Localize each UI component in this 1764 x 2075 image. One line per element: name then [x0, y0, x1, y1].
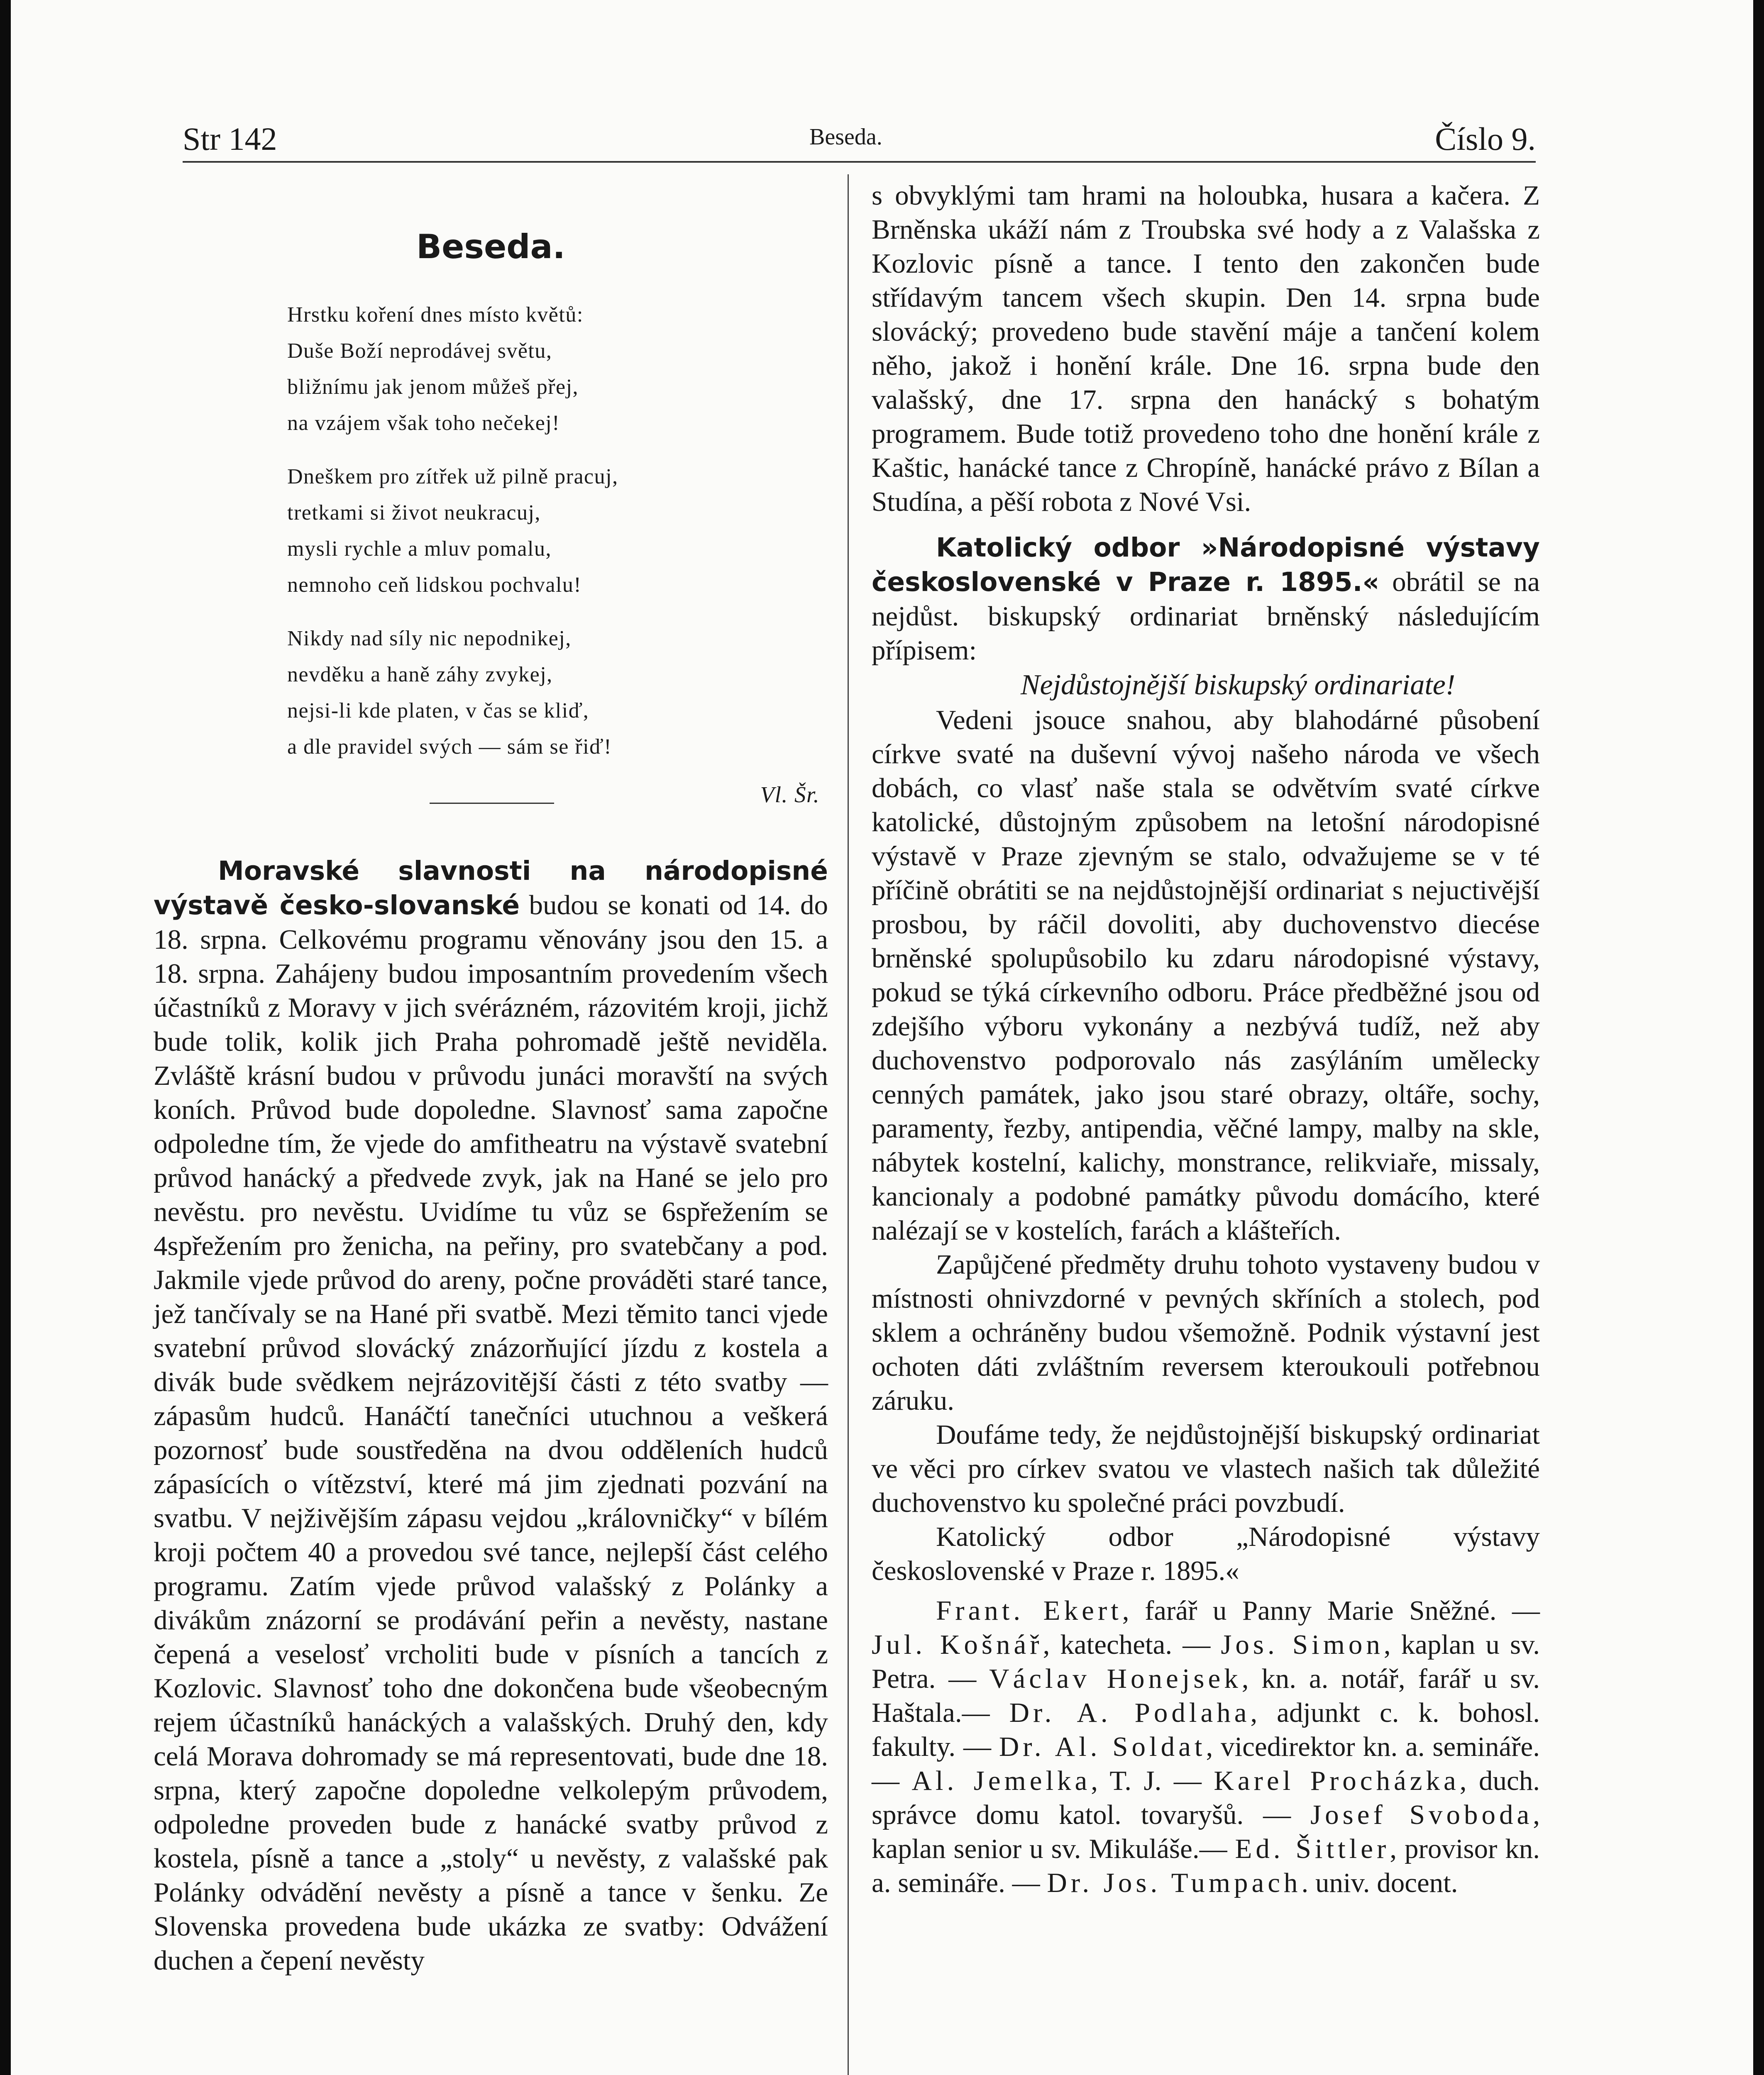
article-body: budou se konati od 14. do 18. srpna. Celkovému programu věnovány jsou den 15. a 18. srpna. Zahájeny budou imposantním provedením všech účastníků z Moravy v jich svérázném, rázovitém kroji, jichž bude tolik, kolik jich Praha pohromadě ještě neviděla. Zvláště krásní budou v průvodu junáci moravští na svých koních. Průvod bude dopoledne. Slavnosť sama započne odpoledne tím, že vjede do amfitheatru na výstavě svatební průvod hanácký a předvede zvyk, jak na Hané se jelo pro nevěstu. pro nevěstu. Uvidíme tu vůz se 6spřežením se 4spřežením pro ženicha, na peřiny, pro svatebčany a pod. Jakmile vjede průvod do areny, počne prováděti staré tance, jež tančívaly se na Hané při svatbě. Mezi těmito tanci vjede svatební průvod slovácký znázorňující jízdu z kostela a divák bude svědkem nejrázovitější části z této svatby — zápasům hudců. Hanáčtí tanečníci utuchnou a veškerá pozornosť bude soustředěna na dvou odděleních hudců zápasících o vítězství, které má jim zjednati pozvání na svatbu. V nejživějším zápasu vejdou „královničky“ v bílém kroji počtem 40 a provedou své tance, nejlepší část celého programu. Zatím vjede průvod valašský z Polánky a divákům znázorní se prodávání peřin a nevěsty, nastane čepená a veselosť vrcholiti bude v písních a tancích z Kozlovic. Slavnosť toho dne dokončena bude všeobecným rejem účastníků hanáckých a valašských. Druhý den, kdy celá Morava dohromady se má representovati, bude dne 18. srpna, který započne dopoledne velkolepým průvodem, odpoledne proveden bude z hanácké svatby průvod z kostela, písně a tance a „stoly“ u nevěsty, z valašské pak Polánky odvádění nevěsty a písně a tance v šenku. Ze Slovenska provedena bude ukázka ze svatby: Odvážení duchen a čepení nevěsty: [154, 890, 828, 1976]
issue-number: Číslo 9.: [1435, 121, 1536, 157]
signatory-role: , kaplan senior u sv. Mikuláše.—: [872, 1799, 1540, 1864]
signatory-role: , duch. správce domu katol. tovaryšů. —: [872, 1765, 1540, 1830]
poem-line: bližnímu jak jenom můžeš přej,: [287, 375, 579, 399]
letter-closing: Katolický odbor „Národopisné výstavy československé v Praze r. 1895.«: [872, 1521, 1540, 1586]
poem-line: mysli rychle a mluv pomalu,: [287, 537, 552, 561]
signatory-name: Jul. Košnář: [872, 1629, 1043, 1660]
signatory-name: Al. Jemelka: [911, 1765, 1091, 1796]
poem-line: tretkami si život neukracuj,: [287, 501, 541, 525]
letter-paragraph: Doufáme tedy, že nejdůstojnější biskupský ordinariat ve věci pro církev svatou ve vlastech našich tak důležité duchovenstvo ku společné práci povzbudí.: [872, 1419, 1540, 1518]
header-rule: [183, 161, 1536, 163]
article-lead-rest: obrátil se na nejdůst. biskupský ordinariat brněnský následujícím přípisem:: [872, 566, 1540, 666]
signatory-role: , katecheta. —: [1043, 1629, 1221, 1660]
poem-line: na vzájem však toho nečekej!: [287, 411, 560, 435]
signatory-name: Jos. Simon: [1221, 1629, 1384, 1660]
signatory-name: Frant. Ekert: [936, 1595, 1122, 1626]
poem-stanza: [287, 620, 828, 765]
signatory-role: , kaplan u sv. Petra. —: [872, 1629, 1540, 1694]
signatory-role: , T. J. —: [1091, 1765, 1214, 1796]
letter-paragraph: Vedeni jsouce snahou, aby blahodárné působení církve svaté na duševní vývoj našeho národa ve všech dobách, co vlasť naše stala se odvětvím svaté církve katolické, důstojným způsobem na letošní národopisné výstavě v Praze zjevným se stalo, odvažujeme se v té příčině obrátiti se na nejdůstojnější ordinariat s nejuctivější prosbou, by ráčil dovoliti, aby duchovenstvo diecése brněnské spolupůsobilo ku zdaru národopisné výstavy, pokud se týká církevního odboru. Práce předběžné jsou od zdejšího výboru vykonány a nezbývá tudíž, než aby duchovenstvo podporovalo nás zasýláním umělecky cenných památek, jako jsou staré obrazy, oltáře, sochy, paramenty, řezby, antipendia, věčné lampy, malby na skle, nábytek kostelní, kalichy, monstrance, relikviaře, missaly, kancionaly a podobné památky původu domácího, které nalézají se v kostelích, farách a klášteřích.: [872, 705, 1540, 1246]
poem-line: nejsi-li kde platen, v čas se kliď,: [287, 699, 589, 723]
signatory-name: Josef Svoboda: [1310, 1799, 1533, 1830]
poem-line: nemnoho ceň lidskou pochvalu!: [287, 573, 582, 597]
poem-title: Beseda.: [416, 227, 565, 266]
poem-line: Dneškem pro zítřek už pilně pracuj,: [287, 465, 618, 488]
poem-line: a dle pravidel svých — sám se řiď!: [287, 735, 612, 759]
letter-paragraph: Zapůjčené předměty druhu tohoto vystaveny budou v místnosti ohnivzdorné v pevných skříních a stolech, pod sklem a ochráněny budou všemožně. Podnik výstavní jest ochoten dáti zvláštním reversem kteroukouli potřebnou záruku.: [872, 1249, 1540, 1416]
signatory-name: Dr. Al. Soldat: [999, 1731, 1206, 1762]
signatory-name: Karel Procházka: [1214, 1765, 1460, 1796]
poem-stanza: [287, 459, 828, 603]
signatory-role: , kn. a. notář, farář u sv. Haštala.—: [872, 1663, 1540, 1728]
signatory-role: , farář u Panny Marie Sněžné. —: [1122, 1595, 1540, 1626]
poem-line: Nikdy nad síly nic nepodnikej,: [287, 627, 572, 650]
letter-salutation: Nejdůstojnější biskupský ordinariate!: [1020, 669, 1456, 701]
article-lead: Moravské slavnosti na národopisné výstavě česko-slovanské: [154, 856, 828, 920]
poem-line: Duše Boží neprodávej světu,: [287, 339, 552, 363]
signatory-name: Václav Honejsek: [989, 1663, 1242, 1694]
article-catholic-section: [872, 530, 1540, 667]
section-rule: [430, 803, 554, 804]
signatory-role: , provisor kn. a. semináře. —: [872, 1833, 1540, 1898]
article-continuation: s obvyklými tam hrami na holoubka, husara a kačera. Z Brněnska ukáží nám z Troubska své hody a z Valašska z Kozlovic písně a tance. I tento den zakončen bude střídavým tancem všech skupin. Den 14. srpna bude slovácký; provedeno bude stavění máje a tančení kolem něho, jakož i honění krále. Dne 16. srpna bude den valašský, dne 17. srpna den hanácký s bohatým programem. Bude totiž provedeno toho dne honění krále z Kaštic, hanácké tance z Chropíně, hanácké právo z Bílan a Studína, a pěší robota z Nové Vsi.: [872, 180, 1540, 517]
signatory-role: . univ. docent.: [1301, 1868, 1458, 1898]
poem-line: nevděku a haně záhy zvykej,: [287, 663, 553, 686]
signatory-role: , vicedirektor kn. a. semináře. —: [872, 1731, 1540, 1796]
scan-left-edge: [0, 0, 11, 2075]
article-lead: Katolický odbor »Národopisné výstavy československé v Praze r. 1895.«: [872, 532, 1540, 597]
right-column: [872, 178, 1540, 1900]
page-header: [183, 116, 1536, 162]
poem-stanza: [287, 297, 828, 441]
poem-signature: Vl. Šr.: [760, 782, 820, 807]
scan-right-edge: [1753, 0, 1764, 2075]
article-moravian-festivities: [154, 854, 828, 1977]
signatory-name: Dr. Jos. Tumpach: [1047, 1868, 1302, 1898]
poem: [154, 297, 828, 813]
poem-line: Hrstku koření dnes místo květů:: [287, 303, 584, 327]
page-number: Str 142: [183, 121, 277, 157]
signatory-role: , adjunkt c. k. bohosl. fakulty. —: [872, 1697, 1540, 1762]
left-column: [154, 178, 828, 1977]
signatory-name: Ed. Šittler: [1235, 1833, 1390, 1864]
column-divider: [848, 174, 849, 2075]
signatory-name: Dr. A. Podlaha: [1009, 1697, 1251, 1728]
running-title: Beseda.: [809, 124, 882, 150]
signatory-list: [872, 1594, 1540, 1900]
